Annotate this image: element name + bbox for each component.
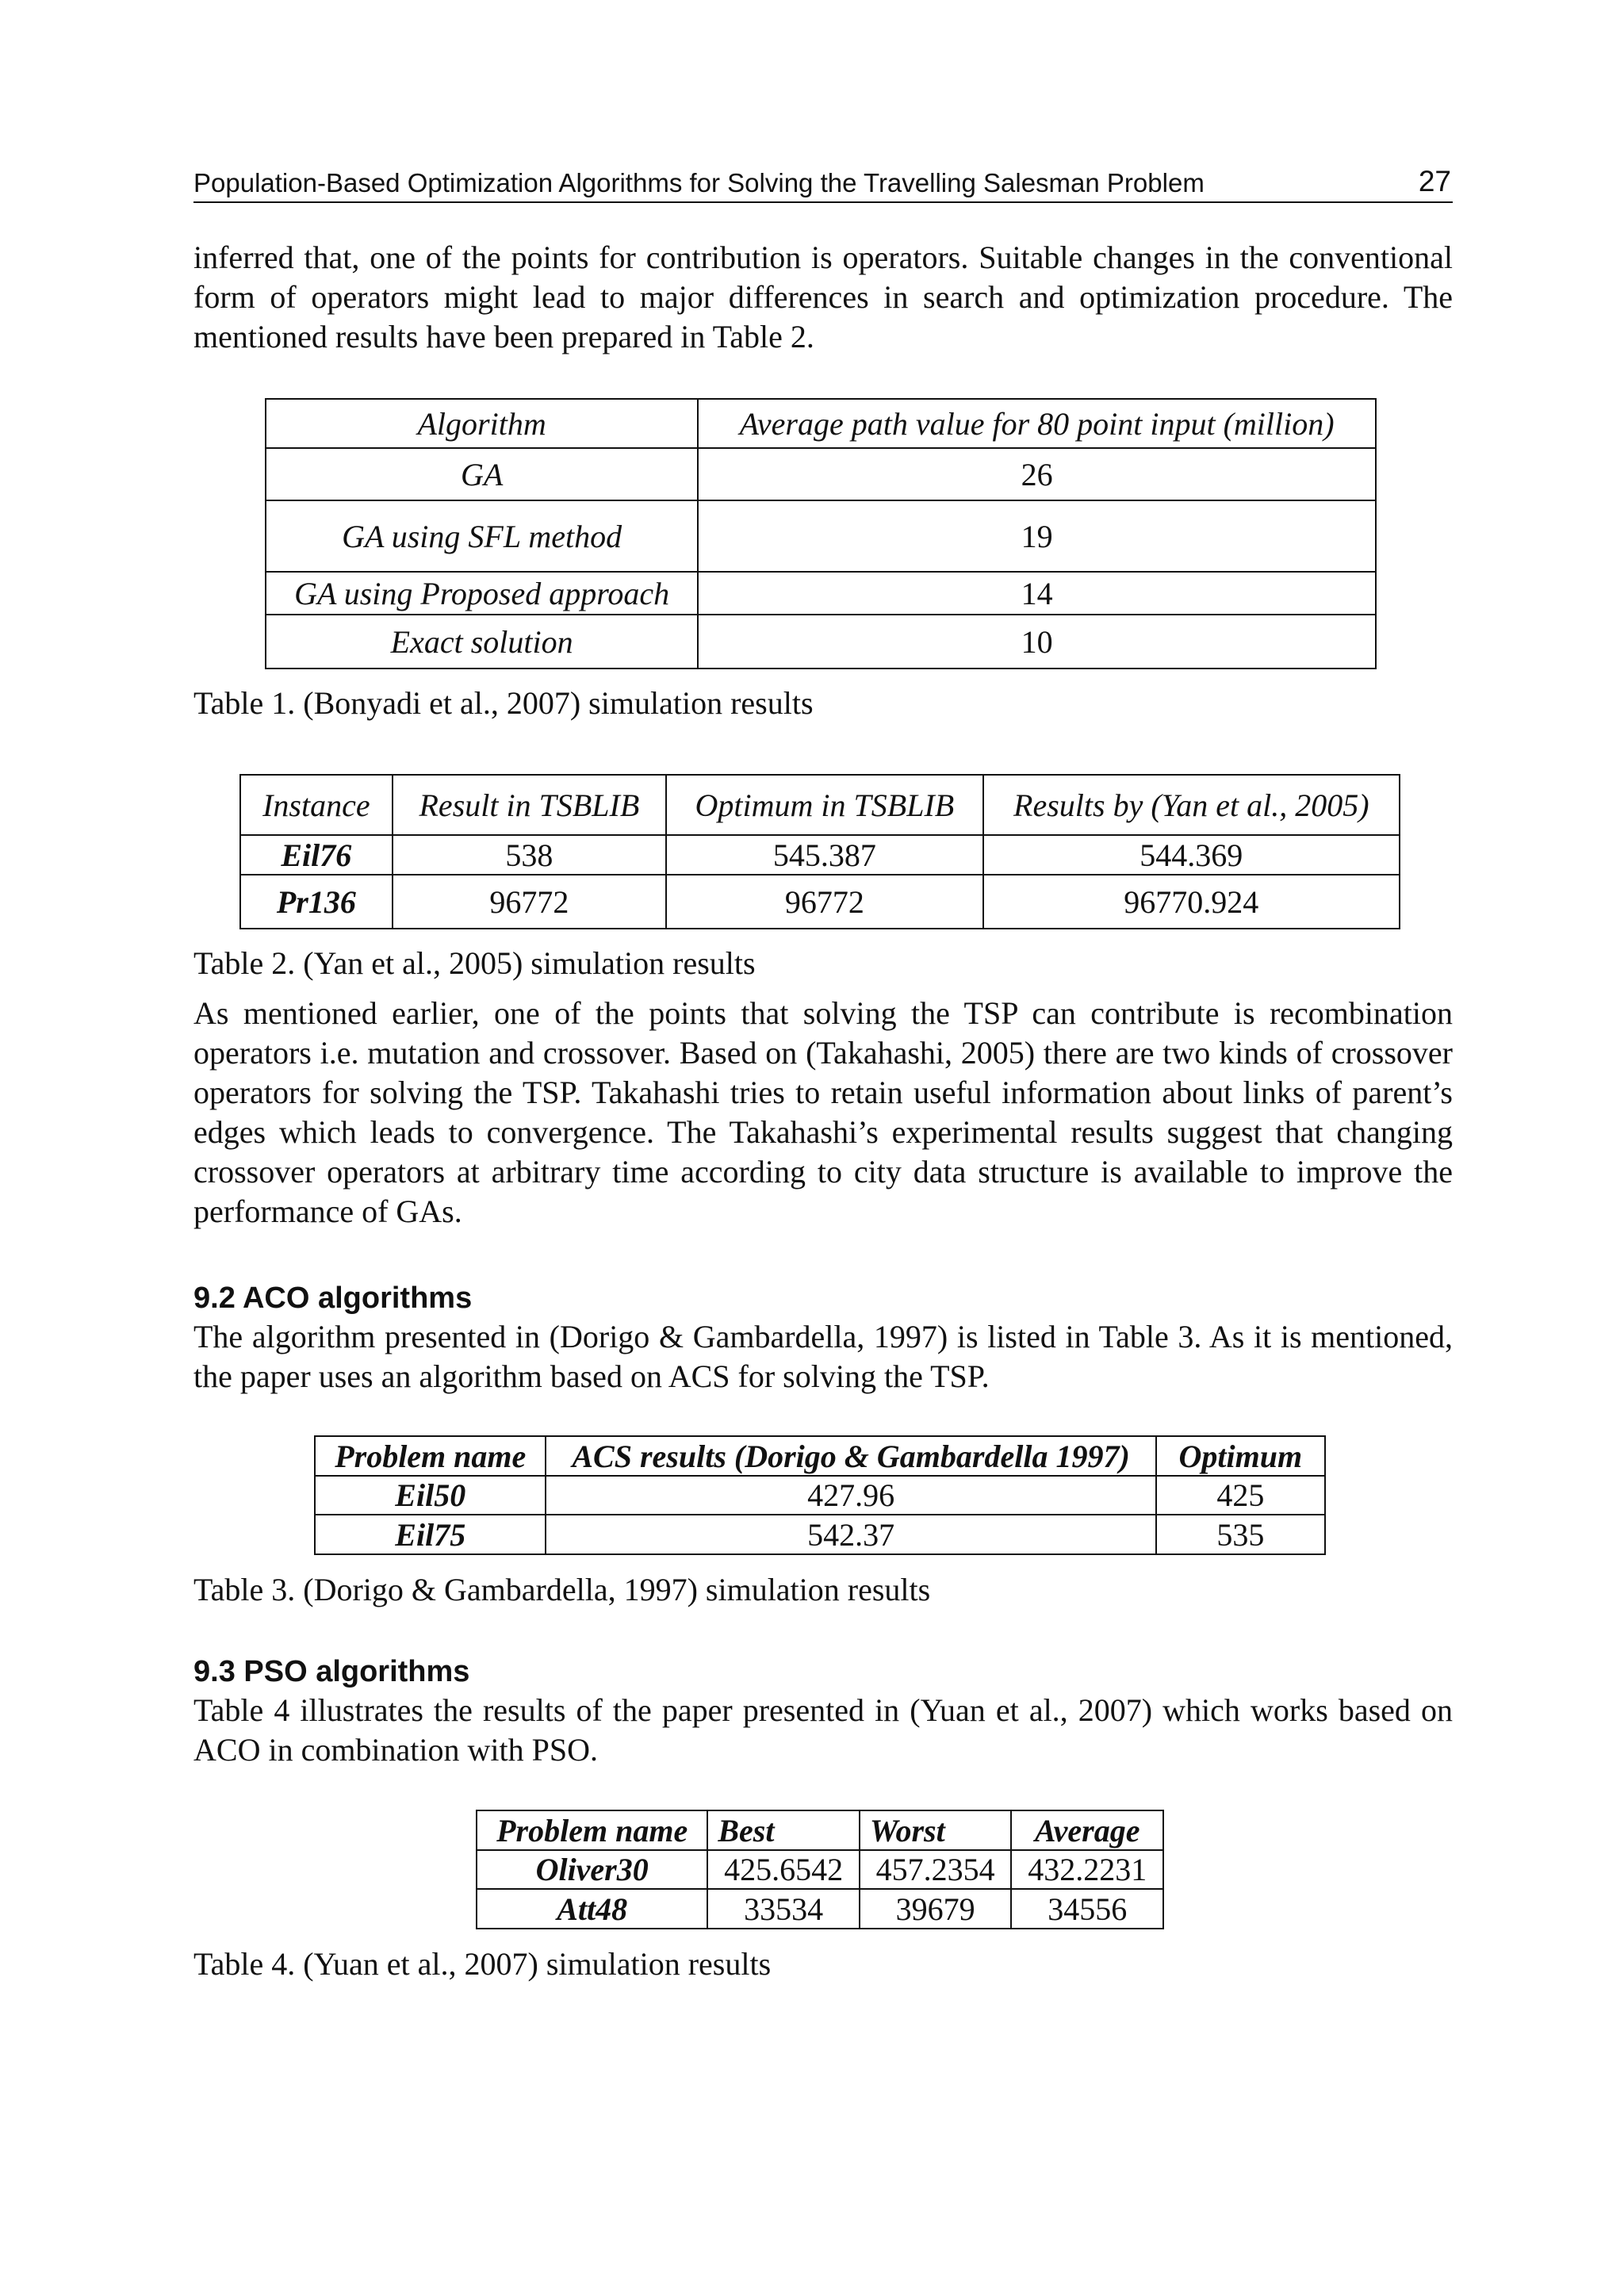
pso-paragraph: Table 4 illustrates the results of the paper presented in (Yuan et al., 2007) which works based on ACO in combination with PSO.: [193, 1692, 1453, 1768]
table-cell: 39679: [860, 1889, 1012, 1929]
intro-paragraph: inferred that, one of the points for contribution is operators. Suitable changes in the conventional form of operators might lead to major differences in search and optimization procedure. The mentioned results have been prepared in Table 2.: [193, 239, 1453, 354]
table-cell: Oliver30: [477, 1850, 707, 1889]
table-cell: 10: [698, 615, 1376, 669]
table-cell: 33534: [707, 1889, 860, 1929]
aco-paragraph: The algorithm presented in (Dorigo & Gambardella, 1997) is listed in Table 3. As it is mentioned, the paper uses an algorithm based on ACS for solving the TSP.: [193, 1319, 1453, 1394]
table-row: [266, 500, 1376, 572]
table-row: [266, 572, 1376, 615]
table-cell: 427.96: [546, 1476, 1155, 1515]
paragraph-crossover: As mentioned earlier, one of the points that solving the TSP can contribute is recombination operators i.e. mutation and crossover. Based on (Takahashi, 2005) there are two kinds of crossover operators for solving the TSP. Takahashi tries to retain useful information about links of parent’s edges which leads to convergence. The Takahashi’s experimental results suggest that changing crossover operators at arbitrary time according to city data structure is available to improve the performance of GAs.: [193, 995, 1453, 1229]
section-heading-aco: 9.2 ACO algorithms: [193, 1282, 473, 1315]
table-header-row: [477, 1810, 1163, 1850]
table-cell: GA using Proposed approach: [266, 572, 698, 615]
table-cell: 432.2231: [1011, 1850, 1163, 1889]
table-header-cell: Results by (Yan et al., 2005): [983, 775, 1400, 835]
table-1: [265, 398, 1377, 669]
table-2-caption: Table 2. (Yan et al., 2005) simulation results: [193, 945, 756, 981]
running-header: [193, 163, 1453, 203]
table-cell: GA using SFL method: [266, 500, 698, 572]
table-header-cell: Instance: [240, 775, 393, 835]
table-header-cell: Optimum: [1156, 1436, 1325, 1476]
table-header-row: [240, 775, 1400, 835]
table-row: [315, 1515, 1325, 1554]
table-cell: Exact solution: [266, 615, 698, 669]
section-heading-pso: 9.3 PSO algorithms: [193, 1655, 470, 1688]
table-3: [314, 1435, 1326, 1555]
table-cell: 425.6542: [707, 1850, 860, 1889]
table-row: [266, 615, 1376, 669]
table-3-caption: Table 3. (Dorigo & Gambardella, 1997) simulation results: [193, 1572, 931, 1607]
table-header-cell: Average path value for 80 point input (million): [698, 399, 1376, 448]
table-header-cell: Best: [707, 1810, 860, 1850]
table-row: [240, 875, 1400, 929]
table-cell: Eil75: [315, 1515, 546, 1554]
table-cell: 96772: [666, 875, 982, 929]
table-cell: GA: [266, 448, 698, 500]
table-4-caption: Table 4. (Yuan et al., 2007) simulation results: [193, 1946, 772, 1982]
table-cell: 34556: [1011, 1889, 1163, 1929]
table-cell: 425: [1156, 1476, 1325, 1515]
table-header-row: [266, 399, 1376, 448]
header-title: Population-Based Optimization Algorithms for Solving the Travelling Salesman Problem: [193, 168, 1205, 197]
table-header-row: [315, 1436, 1325, 1476]
table-cell: 545.387: [666, 835, 982, 875]
table-header-cell: Algorithm: [266, 399, 698, 448]
table-cell: 544.369: [983, 835, 1400, 875]
table-cell: Pr136: [240, 875, 393, 929]
table-header-cell: ACS results (Dorigo & Gambardella 1997): [546, 1436, 1155, 1476]
table-cell: 96770.924: [983, 875, 1400, 929]
table-cell: 14: [698, 572, 1376, 615]
table-2: [239, 774, 1400, 929]
table-row: [266, 448, 1376, 500]
table-cell: Att48: [477, 1889, 707, 1929]
table-row: [477, 1889, 1163, 1929]
table-header-cell: Result in TSBLIB: [393, 775, 667, 835]
table-header-cell: Optimum in TSBLIB: [666, 775, 982, 835]
page-number: 27: [1418, 165, 1451, 197]
table-header-cell: Problem name: [315, 1436, 546, 1476]
table-cell: Eil50: [315, 1476, 546, 1515]
table-row: [240, 835, 1400, 875]
table-row: [477, 1850, 1163, 1889]
table-cell: 19: [698, 500, 1376, 572]
table-cell: 96772: [393, 875, 667, 929]
table-cell: 542.37: [546, 1515, 1155, 1554]
table-4: [476, 1810, 1164, 1929]
table-cell: 457.2354: [860, 1850, 1012, 1889]
table-header-cell: Average: [1011, 1810, 1163, 1850]
table-cell: 538: [393, 835, 667, 875]
table-cell: 26: [698, 448, 1376, 500]
table-header-cell: Problem name: [477, 1810, 707, 1850]
table-row: [315, 1476, 1325, 1515]
table-cell: Eil76: [240, 835, 393, 875]
table-cell: 535: [1156, 1515, 1325, 1554]
table-1-caption: Table 1. (Bonyadi et al., 2007) simulation results: [193, 685, 814, 721]
table-header-cell: Worst: [860, 1810, 1012, 1850]
